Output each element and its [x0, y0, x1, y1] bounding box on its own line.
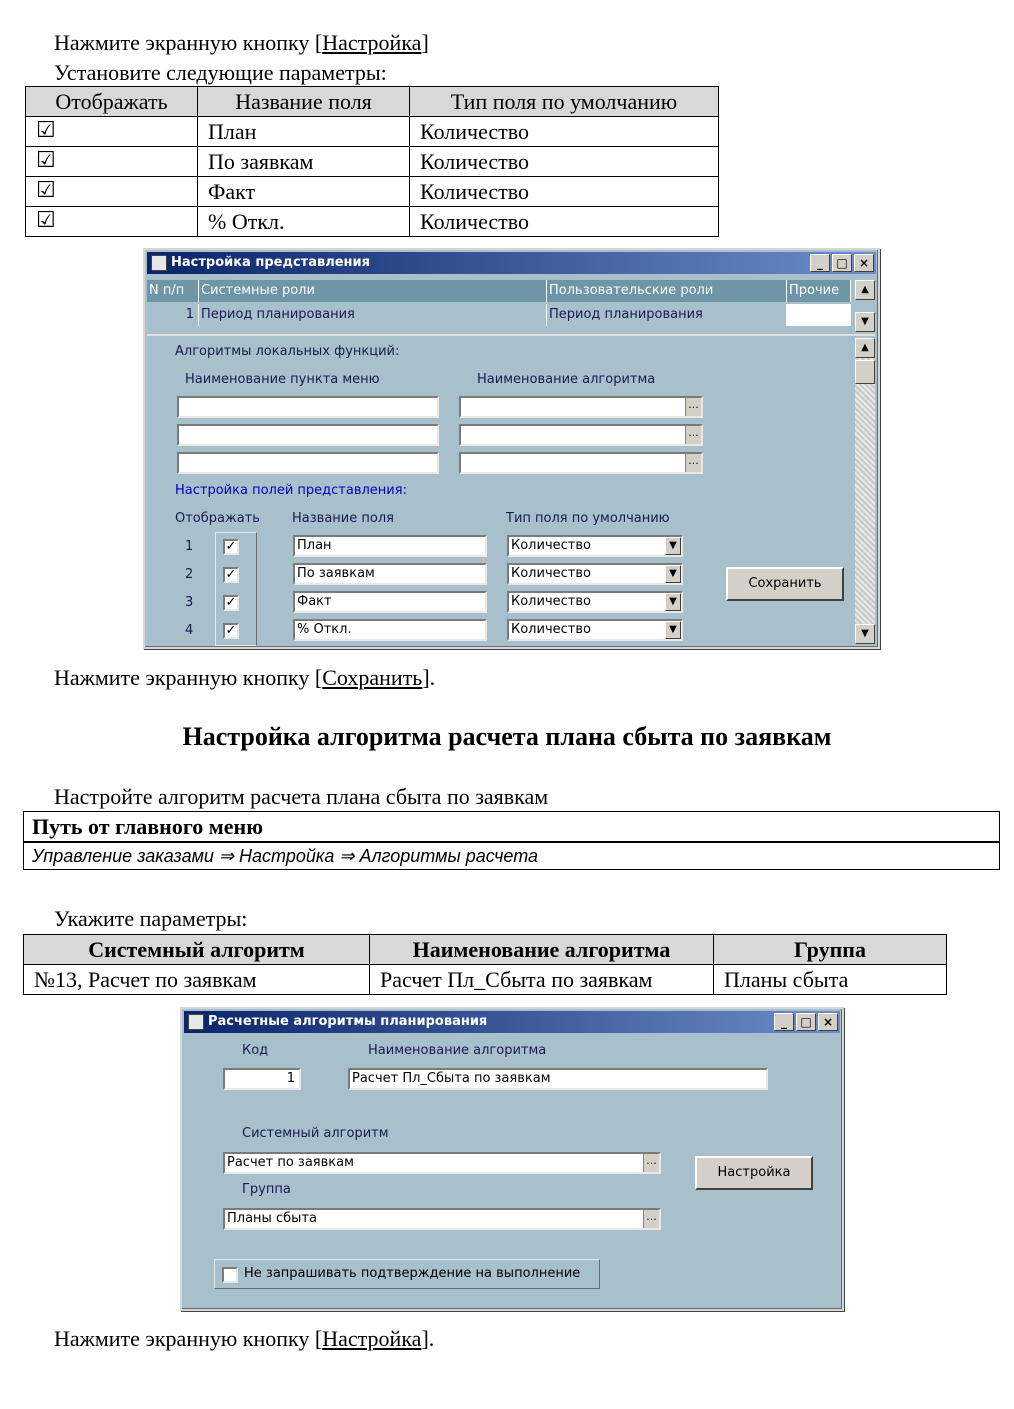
scroll-down-icon[interactable]: ▼ — [855, 312, 875, 332]
confirm-label[interactable]: Не запрашивать подтверждение на выполнение — [244, 1266, 581, 1281]
row-number: 2 — [185, 567, 194, 582]
setup-link: Настройка — [322, 1326, 422, 1351]
grid-header-other[interactable]: Прочие — [787, 280, 851, 302]
menu-item-column-label: Наименование пункта меню — [185, 372, 380, 387]
setup-link: Настройка — [322, 30, 422, 55]
field-name-input[interactable]: Факт — [293, 591, 487, 613]
cell-group: Планы сбыта — [714, 965, 947, 995]
section-heading: Настройка алгоритма расчета плана сбыта по заявкам — [182, 722, 832, 751]
dropdown-arrow-icon[interactable]: ▼ — [665, 621, 681, 639]
checkbox-icon: ☑ — [36, 177, 56, 202]
specify-params-text: Укажите параметры: — [54, 906, 248, 931]
window-title: Расчетные алгоритмы планирования — [208, 1014, 488, 1029]
app-icon — [151, 255, 167, 271]
col-name-header: Название поля — [198, 87, 410, 117]
algorithm-field-2[interactable] — [459, 424, 703, 446]
table-row — [26, 207, 719, 237]
dropdown-arrow-icon[interactable]: ▼ — [665, 593, 681, 611]
show-checkbox[interactable]: ✓ — [223, 539, 239, 555]
setup-algorithm-text: Настройте алгоритм расчета плана сбыта по заявкам — [54, 784, 549, 809]
setup-button[interactable]: Настройка — [695, 1156, 813, 1190]
algorithm-name-field[interactable]: Расчет Пл_Сбыта по заявкам — [348, 1068, 768, 1090]
col-system-algorithm: Системный алгоритм — [24, 935, 370, 965]
grid-cell-system-role[interactable]: Период планирования — [199, 304, 547, 326]
code-field[interactable]: 1 — [223, 1068, 301, 1090]
grid-header-user-roles[interactable]: Пользовательские роли — [547, 280, 787, 302]
save-link: Сохранить — [322, 665, 423, 690]
instruction-end: ]. — [421, 1326, 435, 1351]
col-group: Группа — [714, 935, 947, 965]
menu-path-table — [23, 811, 1000, 870]
field-type: Количество — [410, 177, 719, 207]
instruction-press-setup-2 — [54, 1326, 434, 1352]
cell-system-algorithm: №13, Расчет по заявкам — [24, 965, 370, 995]
close-button[interactable]: × — [818, 1013, 838, 1031]
menu-item-field-3[interactable] — [177, 452, 439, 474]
field-type-select[interactable] — [507, 591, 683, 613]
field-value: Планы сбыта — [227, 1211, 317, 1226]
select-value: Количество — [511, 566, 591, 581]
instruction-text: Нажмите экранную кнопку [ — [54, 665, 323, 690]
instruction-text: Нажмите экранную кнопку [ — [54, 1326, 323, 1351]
window-titlebar — [147, 252, 876, 274]
fields-settings-label: Настройка полей представления: — [175, 483, 407, 498]
system-algorithm-field[interactable] — [223, 1152, 661, 1174]
col-show-header: Отображать — [26, 87, 198, 117]
menu-item-field-2[interactable] — [177, 424, 439, 446]
ellipsis-icon[interactable]: ... — [685, 454, 701, 472]
show-checkbox[interactable]: ✓ — [223, 623, 239, 639]
show-checkbox[interactable]: ✓ — [223, 567, 239, 583]
field-type: Количество — [410, 117, 719, 147]
checkbox-icon: ☑ — [36, 207, 56, 232]
app-icon — [188, 1014, 204, 1030]
window-title: Настройка представления — [171, 255, 370, 270]
field-name-input[interactable]: % Откл. — [293, 619, 487, 641]
grid-header-num[interactable]: N п/п — [147, 280, 199, 302]
ellipsis-icon[interactable]: ... — [685, 426, 701, 444]
select-value: Количество — [511, 622, 591, 637]
field-name: План — [198, 117, 410, 147]
field-type: Количество — [410, 147, 719, 177]
maximize-button[interactable]: □ — [832, 254, 852, 272]
grid-cell-num[interactable]: 1 — [147, 304, 199, 326]
field-name: Факт — [198, 177, 410, 207]
algorithms-label: Алгоритмы локальных функций: — [175, 344, 400, 359]
select-value: Количество — [511, 594, 591, 609]
planning-algorithms-window — [180, 1007, 844, 1311]
ellipsis-icon[interactable]: ... — [643, 1210, 659, 1228]
select-value: Количество — [511, 538, 591, 553]
col-type-header: Тип поля по умолчанию — [410, 87, 719, 117]
field-name: % Откл. — [198, 207, 410, 237]
row-number: 4 — [185, 623, 194, 638]
cell-algorithm-name: Расчет Пл_Сбыта по заявкам — [370, 965, 714, 995]
field-name-input[interactable]: План — [293, 535, 487, 557]
algorithm-field-1[interactable] — [459, 396, 703, 418]
grid-cell-user-role[interactable]: Период планирования — [547, 304, 787, 326]
instruction-press-setup — [54, 30, 429, 56]
ellipsis-icon[interactable]: ... — [643, 1154, 659, 1172]
divider — [24, 841, 999, 843]
checkbox-icon: ☑ — [36, 147, 56, 172]
show-column-label: Отображать — [175, 511, 260, 526]
checkbox-icon: ☑ — [36, 117, 56, 142]
group-field[interactable] — [223, 1208, 661, 1230]
divider — [147, 334, 875, 336]
minimize-button[interactable]: _ — [774, 1013, 794, 1031]
row-number: 1 — [185, 539, 194, 554]
field-name-input[interactable]: По заявкам — [293, 563, 487, 585]
algorithm-column-label: Наименование алгоритма — [477, 372, 656, 387]
table-row — [26, 117, 719, 147]
table-header-row — [26, 87, 719, 117]
name-column-label: Название поля — [292, 511, 394, 526]
table-header-row — [24, 935, 947, 965]
system-algorithm-label: Системный алгоритм — [242, 1126, 389, 1141]
set-params-text: Установите следующие параметры: — [54, 60, 387, 85]
ellipsis-icon[interactable]: ... — [685, 398, 701, 416]
grid-header-system-roles[interactable]: Системные роли — [199, 280, 547, 302]
view-settings-window — [143, 248, 880, 649]
dropdown-arrow-icon[interactable]: ▼ — [665, 565, 681, 583]
scroll-thumb[interactable] — [855, 360, 875, 384]
algorithm-name-label: Наименование алгоритма — [368, 1043, 547, 1058]
table-row — [24, 965, 947, 995]
menu-path-header: Путь от главного меню — [32, 814, 264, 839]
field-type-select[interactable] — [507, 535, 683, 557]
show-checkbox[interactable]: ✓ — [223, 595, 239, 611]
grid-cell-other[interactable] — [787, 304, 851, 326]
menu-item-field-1[interactable] — [177, 396, 439, 418]
table-row — [26, 147, 719, 177]
algorithm-params-table — [23, 934, 947, 995]
field-type-select[interactable] — [507, 619, 683, 641]
maximize-button[interactable]: □ — [796, 1013, 816, 1031]
instruction-end: ]. — [422, 665, 436, 690]
menu-path: Управление заказами ⇒ Настройка ⇒ Алгоритмы расчета — [32, 846, 539, 866]
instruction-press-save — [54, 665, 435, 691]
code-label: Код — [242, 1043, 269, 1058]
fields-table — [25, 86, 719, 237]
col-algorithm-name: Наименование алгоритма — [370, 935, 714, 965]
minimize-button[interactable]: _ — [810, 254, 830, 272]
scroll-up-icon[interactable]: ▲ — [855, 280, 875, 300]
scroll-down-icon[interactable]: ▼ — [855, 624, 875, 644]
table-row — [26, 177, 719, 207]
row-number: 3 — [185, 595, 194, 610]
field-type: Количество — [410, 207, 719, 237]
field-name: По заявкам — [198, 147, 410, 177]
algorithm-field-3[interactable] — [459, 452, 703, 474]
instruction-text: Нажмите экранную кнопку [ — [54, 30, 323, 55]
scroll-up-icon[interactable]: ▲ — [855, 338, 875, 358]
dropdown-arrow-icon[interactable]: ▼ — [665, 537, 681, 555]
confirm-checkbox[interactable] — [222, 1267, 238, 1283]
type-column-label: Тип поля по умолчанию — [506, 511, 670, 526]
instruction-end: ] — [421, 30, 429, 55]
close-button[interactable]: × — [854, 254, 874, 272]
group-label: Группа — [242, 1182, 291, 1197]
field-value: Расчет по заявкам — [227, 1155, 354, 1170]
field-type-select[interactable] — [507, 563, 683, 585]
save-button[interactable]: Сохранить — [726, 567, 844, 601]
window-titlebar — [184, 1011, 840, 1033]
